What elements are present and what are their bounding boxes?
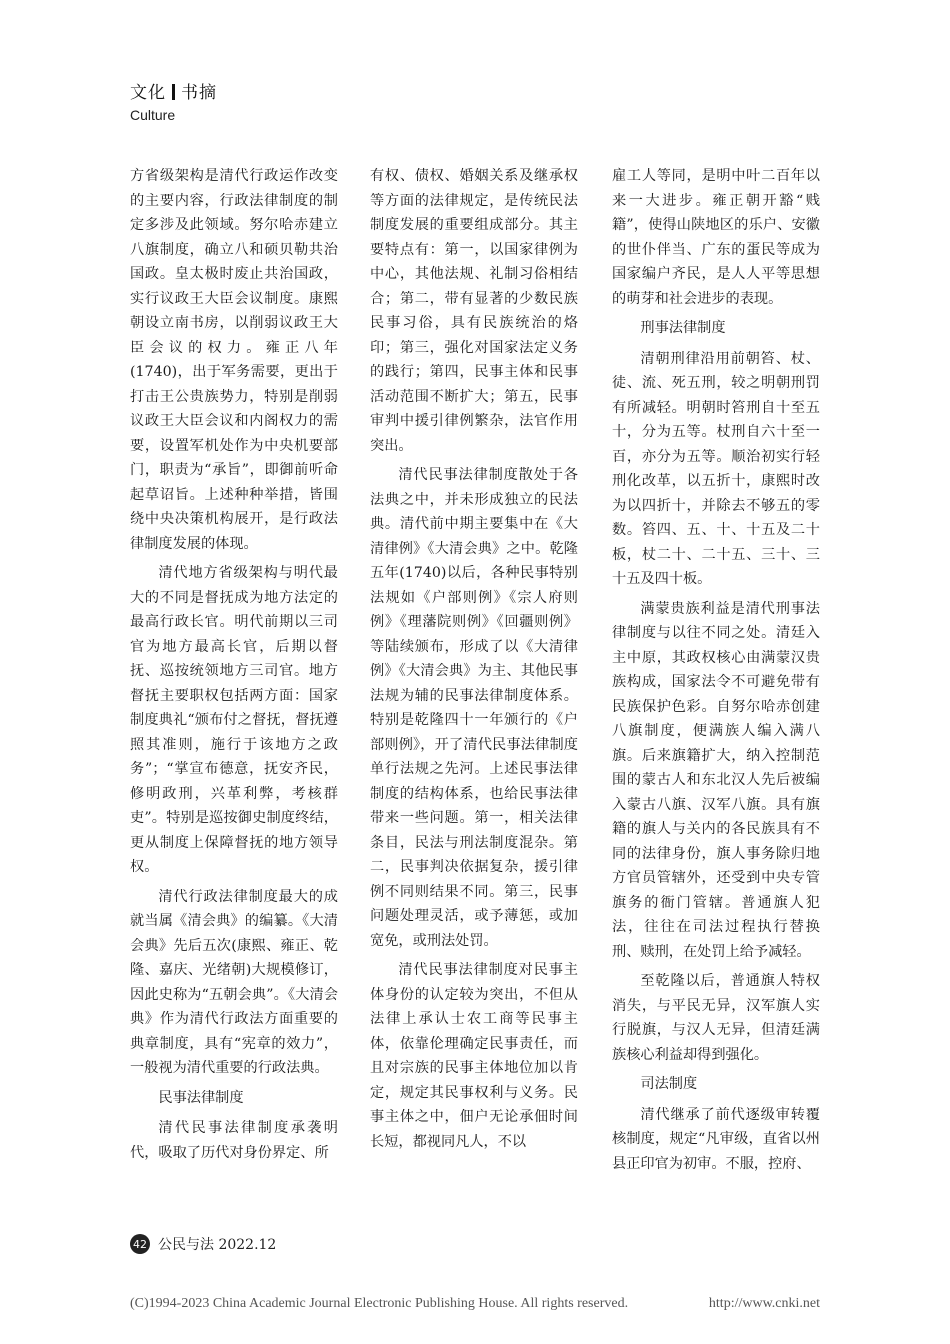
page-number: 42 xyxy=(130,1234,150,1254)
paragraph: 清代行政法律制度最大的成就当属《清会典》的编纂。《大清会典》先后五次(康熙、雍正、乾隆、嘉庆、光绪朝)大规模修订，因此史称为“五朝会典”。《大清会典》作为清代行政法方面重要的典章制度，具有“宪章的效力”，一般视为清代重要的行政法典。 xyxy=(130,888,338,1076)
paragraph: 清代地方省级架构与明代最大的不同是督抚成为地方法定的最高行政长官。明代前期以三司官为地方最高长官，后期以督抚、巡按统领地方三司官。地方督抚主要职权包括两方面：国家制度典礼“颁布付之督抚，督抚遵照其准则，施行于该地方之政务”；“掌宣布德意，抚安齐民，修明政刑，兴革利弊，考核群吏”。特别是巡按御史制度终结，更从制度上保障督抚的地方领导权。 xyxy=(130,565,338,875)
text-column-3 xyxy=(612,164,820,1181)
paragraph: 满蒙贵族利益是清代刑事法律制度与以往不同之处。清廷入主中原，其政权核心由满蒙汉贵族构成，国家法令不可避免带有民族保护色彩。自努尔哈赤创建八旗制度，便满族人编入满八旗。后来旗籍扩大，纳入控制范围的蒙古人和东北汉人先后被编入蒙古八旗、汉军八旗。具有旗籍的旗人与关内的各民族具有不同的法律身份，旗人事务除归地方官员管辖外，还受到中央专管旗务的衙门管辖。普通旗人犯法，往往在司法过程执行替换刑、赎刑，在处罚上给予减轻。 xyxy=(612,600,820,960)
subsection-label: 书摘 xyxy=(181,83,217,103)
subheading: 刑事法律制度 xyxy=(640,320,726,336)
paragraph: 清代民事法律制度散处于各法典之中，并未形成独立的民法典。清代前中期主要集中在《大清律例》《大清会典》之中。乾隆五年(1740)以后，各种民事特别法规如《户部则例》《宗人府则例》《理藩院则例》《回疆则例》等陆续颁布，形成了以《大清律例》《大清会典》为主、其他民事法规为辅的民事法律制度体系。特别是乾隆四十一年颁行的《户部则例》，开了清代民事法律制度单行法规之先河。上述民事法律制度的结构体系，也给民事法律带来一些问题。第一，相关法律条目，民法与刑法制度混杂。第二，民事判决依据复杂，援引律例不同则结果不同。第三，民事问题处理灵活，或予薄惩，或加宽免，或刑法处罚。 xyxy=(370,467,578,949)
section-english: Culture xyxy=(130,107,176,123)
section-title xyxy=(130,82,217,104)
copyright-line xyxy=(130,1296,820,1312)
paragraph: 方省级架构是清代行政运作改变的主要内容，行政法律制度的制定多涉及此领域。努尔哈赤建立八旗制度，确立八和硕贝勒共治国政。皇太极时废止共治国政，实行议政王大臣会议制度。康熙朝设立南书房，以削弱议政王大臣会议的权力。雍正八年(1740)，出于军务需要，更出于打击王公贵族势力，特别是削弱议政王大臣会议和内阁权力的需要，设置军机处作为中央机要部门，职责为“承旨”，即御前听命起草诏旨。上述种种举措，皆围绕中央决策机构展开，是行政法律制度发展的体现。 xyxy=(130,168,338,552)
paragraph: 清朝刑律沿用前朝笞、杖、徒、流、死五刑，较之明朝刑罚有所减轻。明朝时笞刑自十至五十，分为五等。杖刑自六十至一百，亦分为五等。顺治初实行轻刑化改革，以五折十，康熙时改为以四折十，并除去不够五的零数。笞四、五、十、十五及二十板，杖二十、二十五、三十、三十五及四十板。 xyxy=(612,350,820,587)
paragraph: 清代民事法律制度对民事主体身份的认定较为突出，不但从法律上承认士农工商等民事主体，依靠伦理确定民事责任，而且对宗族的民事主体地位加以肯定，规定其民事权利与义务。民事主体之中，佃户无论承佃时间长短，都视同凡人，不以 xyxy=(370,962,578,1150)
subheading: 民事法律制度 xyxy=(158,1089,244,1106)
copyright-notice: (C)1994-2023 China Academic Journal Electronic Publishing House. All rights reserved. xyxy=(130,1296,629,1311)
page-header xyxy=(130,82,217,125)
text-column-2 xyxy=(370,164,578,1159)
section-label: 文化 xyxy=(130,83,166,103)
paragraph: 清代继承了前代逐级审转覆核制度，规定“凡审级，直省以州县正印官为初审。不服，控府、 xyxy=(612,1106,820,1172)
cnki-url: http://www.cnki.net xyxy=(708,1296,820,1311)
paragraph: 清代民事法律制度承袭明代，吸取了历代对身份界定、所 xyxy=(130,1120,338,1161)
subheading: 司法制度 xyxy=(640,1076,698,1092)
journal-issue: 公民与法 2022.12 xyxy=(158,1237,277,1253)
text-column-1 xyxy=(130,164,338,1170)
paragraph: 雇工人等同，是明中叶二百年以来一大进步。雍正朝开豁“贱籍”，使得山陕地区的乐户、安徽的世仆伴当、广东的蛋民等成为国家编户齐民，是人人平等思想的萌芽和社会进步的表现。 xyxy=(612,168,820,307)
separator-bar xyxy=(172,84,175,100)
page-footer xyxy=(130,1234,276,1254)
paragraph: 至乾隆以后，普通旗人特权消失，与平民无异，汉军旗人实行脱旗，与汉人无异，但清廷满族核心利益却得到强化。 xyxy=(612,973,820,1063)
paragraph: 有权、债权、婚姻关系及继承权等方面的法律规定，是传统民法制度发展的重要组成部分。其主要特点有：第一，以国家律例为中心，其他法规、礼制习俗相结合；第二，带有显著的少数民族民事习俗，具有民族统治的烙印；第三，强化对国家法定义务的践行；第四，民事主体和民事活动范围不断扩大；第五，民事审判中援引律例繁杂，法官作用突出。 xyxy=(370,168,578,454)
